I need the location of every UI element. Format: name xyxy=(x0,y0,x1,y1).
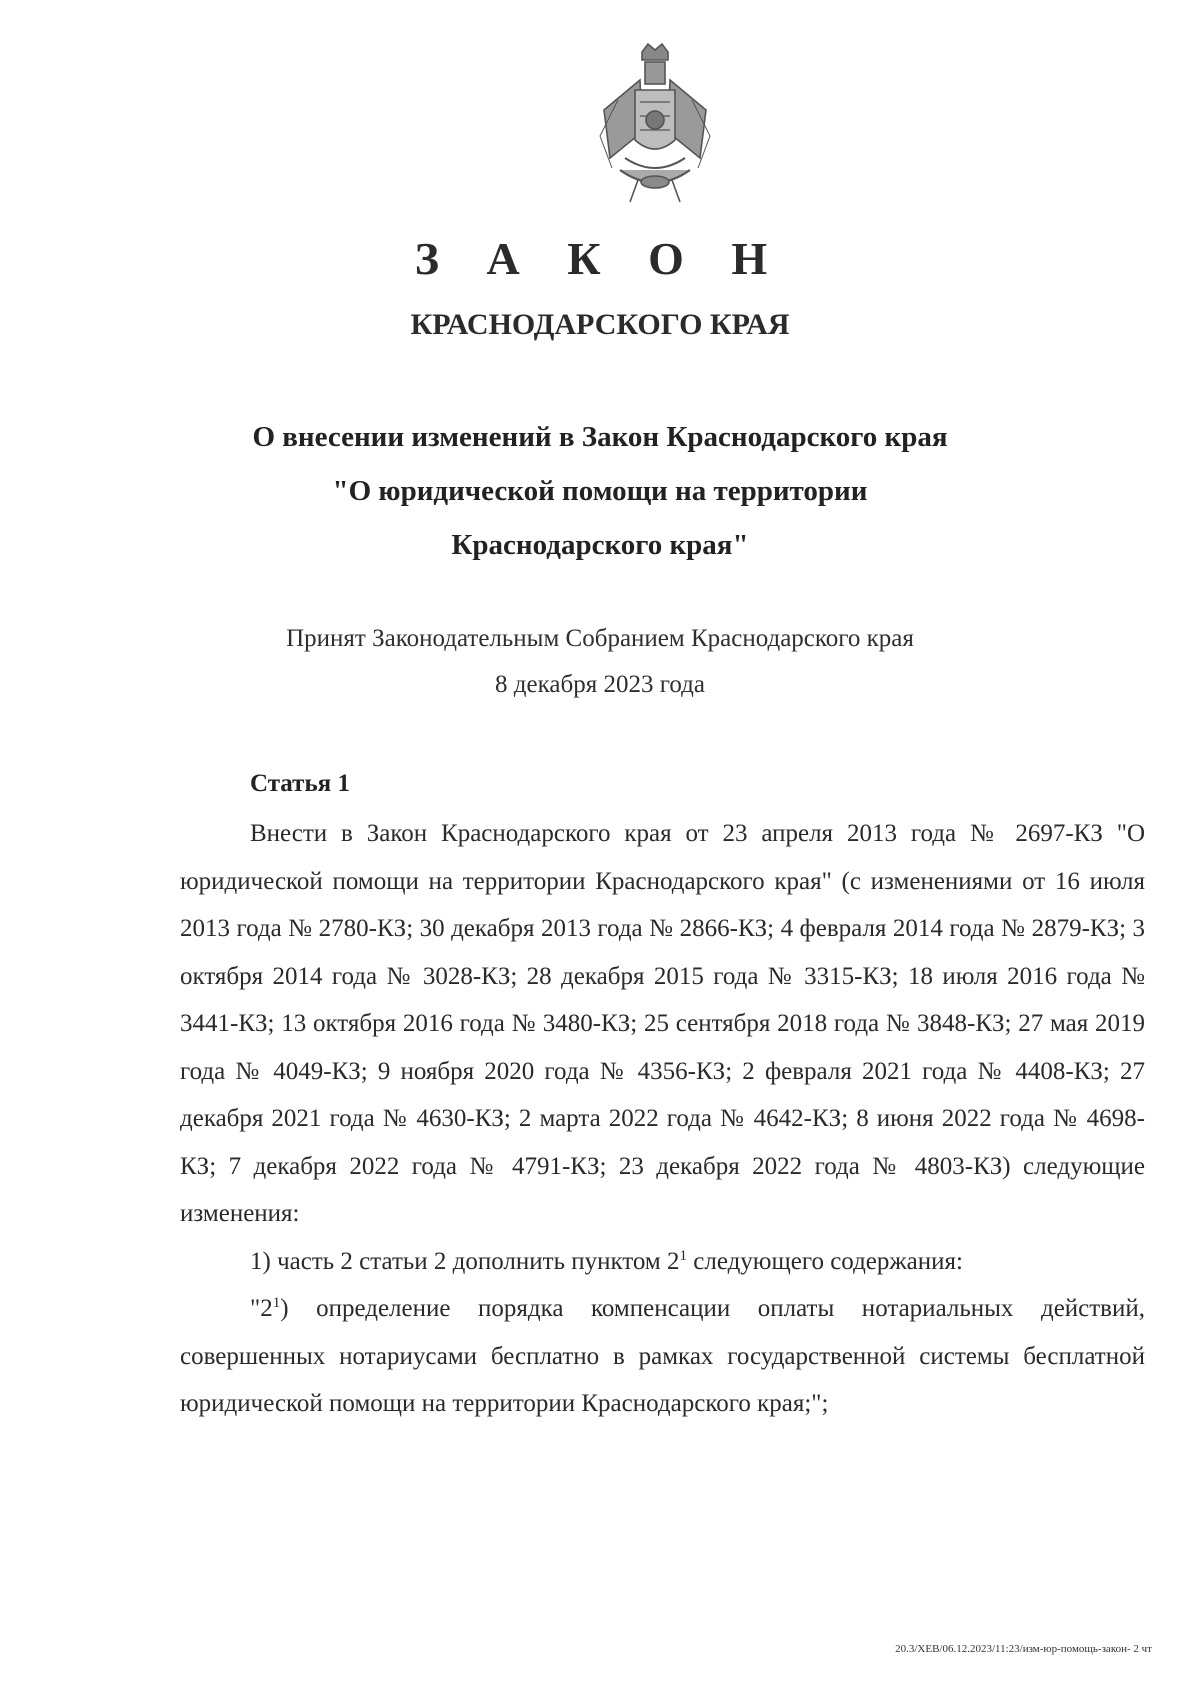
article-body xyxy=(180,810,1145,1428)
item-1-text-end: следующего содержания: xyxy=(687,1247,963,1275)
item-1-text: 1) часть 2 статьи 2 дополнить пунктом 2 xyxy=(250,1247,680,1275)
document-title: З А К О Н xyxy=(414,233,786,284)
adoption-note xyxy=(0,616,1200,708)
adoption-note-line-1: Принят Законодательным Собранием Краснодарского края xyxy=(286,625,914,652)
law-heading-line-2: "О юридической помощи на территории xyxy=(332,475,868,507)
article-item-1 xyxy=(180,1238,1145,1286)
quoted-point-text: ) определение порядка компенсации оплаты нотариальных действий, совершенных нотариусами бесплатно в рамках государственной системы бесплатной юридической помощи на территории Краснодарского края;"; xyxy=(180,1295,1145,1417)
law-heading xyxy=(0,410,1200,572)
article-heading: Статья 1 xyxy=(250,770,350,797)
document-footer-code: 20.3/ХЕВ/06.12.2023/11:23/изм-юр-помощь-закон- 2 чт xyxy=(895,1643,1152,1655)
coat-of-arms-emblem xyxy=(590,40,720,210)
item-1-superscript: 1 xyxy=(679,1247,687,1264)
quoted-point-number: "2 xyxy=(250,1295,273,1322)
quoted-point-superscript: 1 xyxy=(272,1295,281,1311)
document-subtitle: КРАСНОДАРСКОГО КРАЯ xyxy=(410,308,790,341)
law-heading-line-3: Краснодарского края" xyxy=(451,529,749,561)
article-intro-paragraph: Внести в Закон Краснодарского края от 23 апреля 2013 года № 2697-КЗ "О юридической помощи на территории Краснодарского края" (с изменениями от 16 июля 2013 года № 2780-КЗ; 30 декабря 2013 года № 2866-КЗ; 4 февраля 2014 года № 2879-КЗ; 3 октября 2014 года № 3028-КЗ; 28 декабря 2015 года № 3315-КЗ; 18 июля 2016 года № 3441-КЗ; 13 октября 2016 года № 3480-КЗ; 25 сентября 2018 года № 3848-КЗ; 27 мая 2019 года № 4049-КЗ; 9 ноября 2020 года № 4356-КЗ; 2 февраля 2021 года № 4408-КЗ; 27 декабря 2021 года № 4630-КЗ; 2 марта 2022 года № 4642-КЗ; 8 июня 2022 года № 4698-КЗ; 7 декабря 2022 года № 4791-КЗ; 23 декабря 2022 года № 4803-КЗ) следующие изменения: xyxy=(180,820,1145,1227)
adoption-date: 8 декабря 2023 года xyxy=(495,671,705,698)
law-heading-line-1: О внесении изменений в Закон Краснодарского края xyxy=(252,421,948,453)
article-quoted-point xyxy=(180,1285,1145,1428)
